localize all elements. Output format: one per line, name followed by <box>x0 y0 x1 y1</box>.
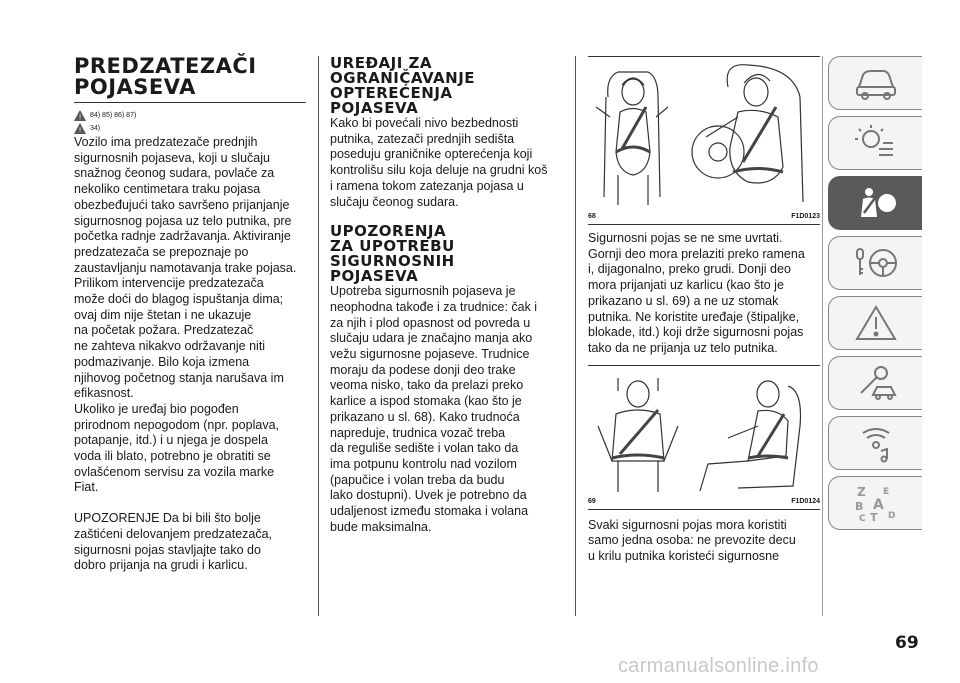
warning-triangle-icon <box>853 303 899 343</box>
watermark: carmanualsonline.info <box>618 655 819 677</box>
caution-refs-text: 34) <box>90 125 101 132</box>
index-letter-t: T <box>869 511 878 523</box>
column-divider-1 <box>318 56 319 616</box>
tab-dashboard-lights[interactable] <box>828 116 922 170</box>
caution-triangle-icon <box>74 123 86 134</box>
section-title-seatbelt-warnings: UPOZORENJA ZA UPOTREBU SIGURNOSNIH POJASEVA <box>330 222 455 286</box>
key-steering-wheel-icon <box>853 243 899 283</box>
tab-safety[interactable] <box>828 176 922 230</box>
seatbelt-airbag-icon <box>853 183 899 223</box>
one-person-per-belt-body: Svaki sigurnosni pojas mora koristiti samo jedna osoba: ne prevozite decu u krilu putnika koristeći sigurnosne <box>588 517 796 564</box>
tab-emergency[interactable] <box>828 296 922 350</box>
column-figures <box>588 56 820 565</box>
svg-text:!: ! <box>78 113 82 121</box>
index-letter-d: D <box>887 511 895 521</box>
column-divider-2 <box>575 56 576 616</box>
column-divider-3 <box>822 56 823 616</box>
index-letter-e: E <box>882 487 889 497</box>
index-letter-z: Z <box>856 485 866 499</box>
figure-68-pregnant-seatbelt <box>588 57 820 209</box>
pretensioners-body: Vozilo ima predzatezače prednjih sigurnosnih pojaseva, koji u slučaju snažnog čeonog sudara, povlače za nekoliko centimetara traku pojasa obezbeđujući tako savršeno prijanjanje sigurnosnog pojasa uz telo putnika, pre početka radnje zadržavanja. Aktiviranje predzatezača se prepoznaje po zaustavljanju namotavanja trake pojasa. Prilikom intervencije predzatezača može doći do blagog ispuštanja dima; ovaj dim nije štetan i ne ukazuje na početak požara. Predzatezač ne zahteva nikakvo održavanje niti podmazivanje. Bilo koja izmena njihovog početnog stanja narušava im efikasnost. Ukoliko je uređaj bio pogođen prirodnom nepogodom (npr. poplava, potapanje, itd.) i u njega je dospela voda ili blato, potrebno je obratiti se ovlašćenom servisu za vozila marke Fiat. <box>74 135 297 495</box>
warning-refs-1 <box>74 109 306 122</box>
tab-index[interactable] <box>828 476 922 530</box>
svg-text:!: ! <box>78 126 82 134</box>
index-letter-c: C <box>858 514 866 523</box>
figure-69-bottom-rule <box>588 509 820 510</box>
tab-multimedia[interactable] <box>828 416 922 470</box>
belt-usage-body: Sigurnosni pojas se ne sme uvrtati. Gornji deo mora prelaziti preko ramena i, dijagonalno, preko grudi. Donji deo mora prijanjati uz karlicu (kao što je prikazano u sl. 69) a ne uz stomak putnika. Ne koristite uređaje (štipaljke, blokade, itd.) koji drže sigurnosni pojas tako da ne prijanja uz telo putnika. <box>588 231 805 355</box>
index-letter-a: A <box>872 497 884 513</box>
column-load-limiters <box>330 56 562 535</box>
section-title-load-limiters: UREĐAJI ZA OGRANIČAVANJE OPTEREĆENJA POJASEVA <box>330 54 476 117</box>
seated-person-seatbelt-illustration <box>588 366 820 494</box>
figure-68-caption <box>588 213 820 220</box>
multimedia-icon <box>853 423 899 463</box>
wrench-car-icon <box>853 363 899 403</box>
seatbelt-warnings-body: Upotreba sigurnosnih pojaseva je neophodna takođe i za trudnice: čak i za njih i plod opasnost od povreda u slučaju udara je značajno manja ako vežu sigurnosne pojaseve. Trudnice moraju da podese donji deo trake veoma nisko, tako da prelazi preko karlice a ispod stomaka (kao što je prikazano u sl. 68). Kako trudnoća napreduje, trudnica vozač treba da reguliše sedište i volan tako da ima potpunu kontrolu nad vozilom (papučice i volan treba da budu lako dostupni). Uvek je potrebno da udaljenost između stomaka i volana bude maksimalna. <box>330 284 538 534</box>
figure-68-bottom-rule <box>588 224 820 225</box>
section-title-pretensioners: PREDZATEZAČI POJASEVA <box>74 54 257 99</box>
chapter-tabs-sidebar <box>828 56 922 536</box>
pretensioners-warning-note: UPOZORENJE Da bi bili što bolje zaštićeni delovanjem predzatezača, sigurnosni pojas stavljajte tako do dobro prijanja na grudi i karlicu. <box>74 511 273 573</box>
warning-triangle-icon <box>74 110 86 121</box>
tab-maintenance[interactable] <box>828 356 922 410</box>
figure-69-belt-positioning <box>588 366 820 494</box>
warning-refs-2 <box>74 122 306 135</box>
warning-refs-text: 84) 85) 86) 87) <box>90 112 137 119</box>
car-icon <box>853 63 899 103</box>
figure-68-number: 68 <box>588 213 596 220</box>
page-number: 69 <box>895 633 919 653</box>
pregnant-woman-seatbelt-illustration <box>588 57 820 209</box>
index-letters-icon <box>853 483 899 523</box>
figure-69-code: F1D0124 <box>791 497 820 505</box>
load-limiters-body: Kako bi povećali nivo bezbednosti putnika, zatezači prednjih sedišta poseduju graničnike opterećenja koji kontrolišu silu koja deluje na grudni koš i ramena tokom zatezanja pojasa u slučaju čeonog sudara. <box>330 116 548 209</box>
figure-69-caption <box>588 498 820 505</box>
dashboard-lights-icon <box>853 123 899 163</box>
tab-car[interactable] <box>828 56 922 110</box>
figure-68-code: F1D0123 <box>791 213 820 220</box>
column-pretensioners <box>74 56 306 574</box>
tab-starting-driving[interactable] <box>828 236 922 290</box>
title-rule <box>74 102 306 103</box>
figure-69-number: 69 <box>588 497 596 505</box>
index-letter-b: B <box>854 500 863 513</box>
